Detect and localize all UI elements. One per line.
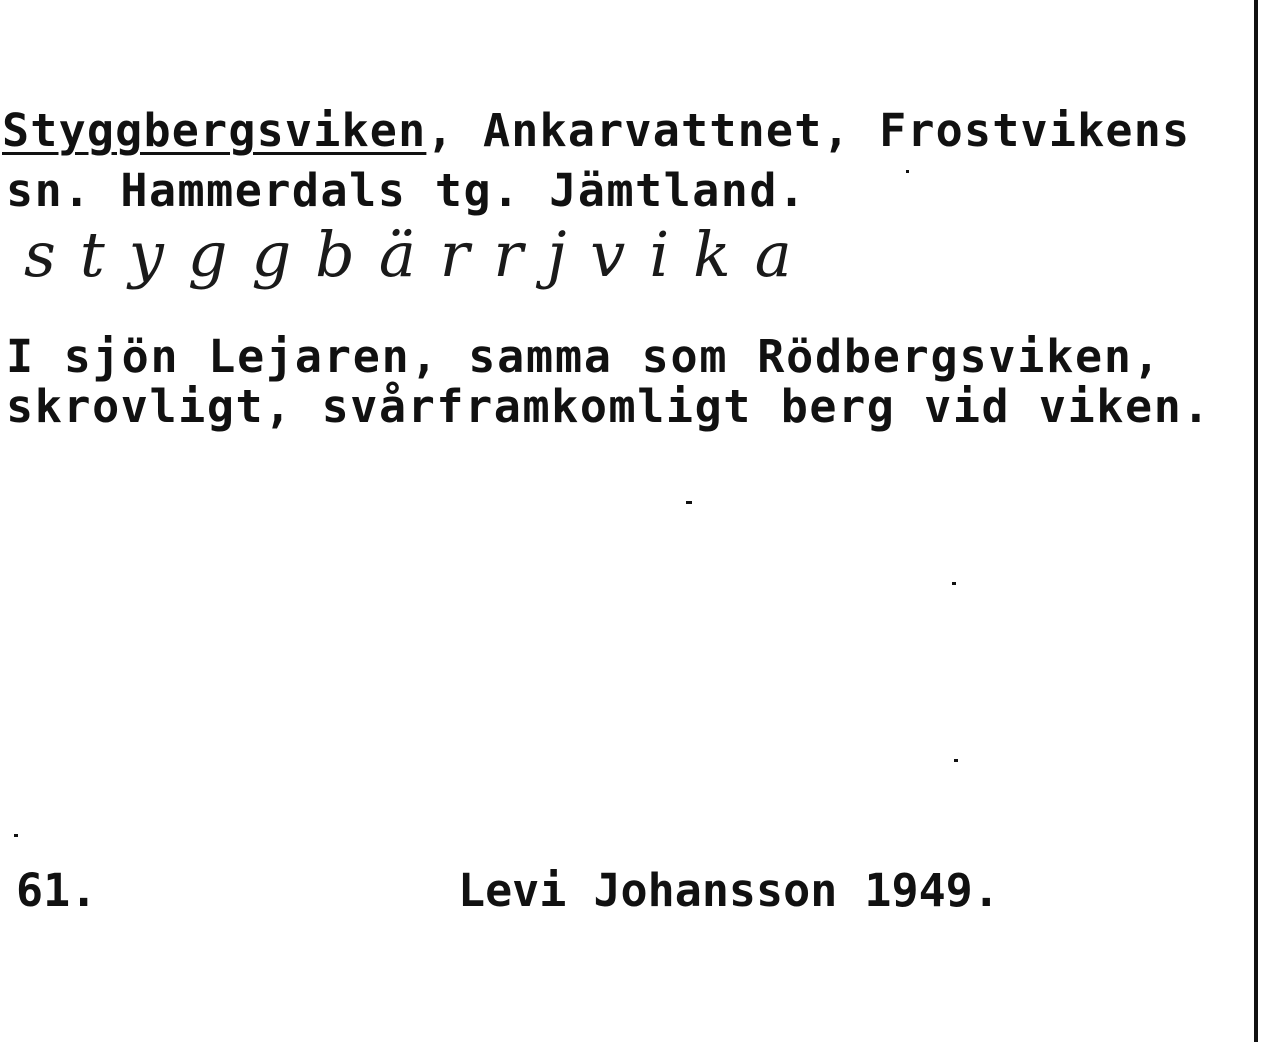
description-line-1: I sjön Lejaren, samma som Rödbergsviken, (6, 330, 1162, 383)
card-number: 61. (16, 864, 98, 917)
description-line-2: skrovligt, svårframkomligt berg vid viken. (6, 380, 1212, 433)
heading-line (2, 104, 1191, 157)
ink-speck (906, 170, 909, 173)
ink-speck (686, 501, 692, 504)
collector-signature: Levi Johansson 1949. (458, 864, 1000, 917)
ink-speck (954, 759, 958, 762)
place-name: Styggbergsviken (2, 104, 427, 157)
handwritten-pronunciation: styggbärrjvika (24, 218, 816, 291)
heading-location: , Ankarvattnet, Frostvikens (426, 104, 1191, 157)
ink-speck (14, 834, 18, 837)
card-edge-line (1254, 0, 1258, 1042)
parish-line: sn. Hammerdals tg. Jämtland. (6, 164, 807, 217)
ink-speck (952, 582, 956, 585)
